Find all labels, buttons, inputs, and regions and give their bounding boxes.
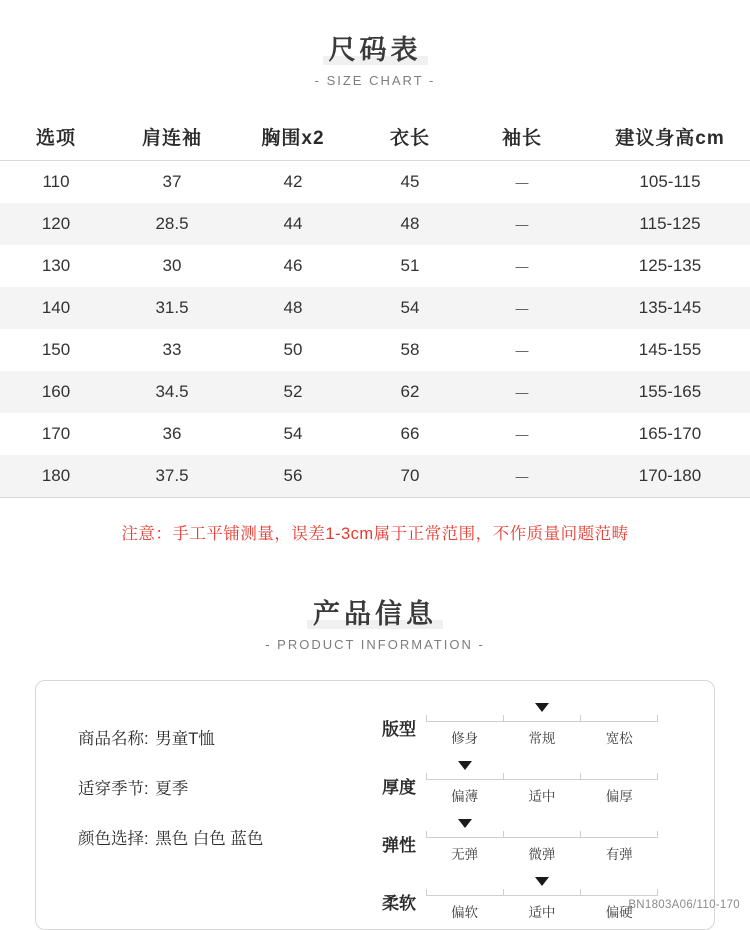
scale-tick bbox=[426, 889, 427, 896]
cell-length: 45 bbox=[400, 172, 420, 191]
cell-height: 105-115 bbox=[639, 172, 701, 191]
cell-length: 51 bbox=[400, 256, 420, 275]
cell-sleeve-length: － bbox=[513, 174, 531, 194]
attribute-softness-label: 柔软 bbox=[382, 894, 416, 913]
attribute-elasticity-option-0: 无弹 bbox=[451, 847, 479, 862]
scale-options bbox=[426, 843, 658, 863]
cell-chest: 44 bbox=[283, 214, 303, 233]
cell-shoulder-sleeve: 37 bbox=[162, 172, 182, 191]
marker-triangle-icon bbox=[535, 703, 549, 712]
attribute-thickness bbox=[354, 761, 714, 811]
attribute-thickness-option-1: 适中 bbox=[528, 789, 556, 804]
scale-tick bbox=[580, 773, 581, 780]
table-row bbox=[0, 245, 750, 287]
cell-chest: 46 bbox=[283, 256, 303, 275]
cell-length: 66 bbox=[400, 424, 420, 443]
attribute-thickness-option-2: 偏厚 bbox=[605, 789, 633, 804]
scale-tick bbox=[657, 715, 658, 722]
cell-sleeve-length: － bbox=[513, 384, 531, 404]
cell-height: 165-170 bbox=[638, 424, 702, 443]
cell-height: 135-145 bbox=[638, 298, 702, 317]
attribute-elasticity bbox=[354, 819, 714, 869]
cell-length: 48 bbox=[400, 214, 420, 233]
column-header-chest: 胸围x2 bbox=[261, 127, 325, 149]
scale-options bbox=[426, 785, 658, 805]
cell-shoulder-sleeve: 36 bbox=[162, 424, 182, 443]
scale-tick bbox=[426, 715, 427, 722]
cell-height: 125-135 bbox=[638, 256, 702, 275]
cell-size: 120 bbox=[41, 214, 71, 233]
cell-sleeve-length: － bbox=[513, 300, 531, 320]
attribute-softness-option-2: 偏硬 bbox=[605, 905, 633, 920]
cell-height: 115-125 bbox=[639, 214, 701, 233]
size-chart-heading bbox=[0, 0, 750, 88]
scale-tick bbox=[580, 715, 581, 722]
table-row bbox=[0, 371, 750, 413]
cell-length: 54 bbox=[400, 298, 420, 317]
field-season bbox=[78, 775, 354, 799]
cell-size: 150 bbox=[41, 340, 71, 359]
column-header-length: 衣长 bbox=[389, 127, 430, 149]
scale-options bbox=[426, 727, 658, 747]
attribute-elasticity-option-1: 微弹 bbox=[528, 847, 556, 862]
scale-tick bbox=[426, 831, 427, 838]
cell-shoulder-sleeve: 31.5 bbox=[155, 298, 189, 317]
scale-tick bbox=[503, 773, 504, 780]
cell-chest: 56 bbox=[283, 466, 303, 485]
attribute-elasticity-label: 弹性 bbox=[382, 836, 416, 855]
marker-triangle-icon bbox=[458, 761, 472, 770]
attribute-thickness-option-0: 偏薄 bbox=[451, 789, 479, 804]
cell-size: 130 bbox=[41, 256, 71, 275]
cell-shoulder-sleeve: 28.5 bbox=[155, 214, 189, 233]
attribute-fit-option-0: 修身 bbox=[451, 731, 479, 746]
cell-chest: 50 bbox=[283, 340, 303, 359]
cell-size: 170 bbox=[41, 424, 71, 443]
size-chart-table bbox=[0, 112, 750, 498]
field-product-name-label: 商品名称: bbox=[78, 730, 149, 748]
cell-chest: 54 bbox=[283, 424, 303, 443]
scale-line bbox=[426, 779, 658, 780]
product-info-heading bbox=[0, 592, 750, 652]
cell-shoulder-sleeve: 34.5 bbox=[155, 382, 189, 401]
attribute-softness-option-0: 偏软 bbox=[451, 905, 479, 920]
cell-chest: 48 bbox=[283, 298, 303, 317]
field-colors-label: 颜色选择: bbox=[78, 830, 149, 848]
product-info-title-cn: 产品信息 bbox=[307, 592, 443, 631]
attribute-fit-option-1: 常规 bbox=[528, 731, 556, 746]
measurement-note: 注意：手工平铺测量，误差1-3cm属于正常范围，不作质量问题范畴 bbox=[121, 525, 629, 543]
product-fields bbox=[36, 681, 354, 929]
field-season-value: 夏季 bbox=[155, 780, 189, 798]
column-header-sleeve-length: 袖长 bbox=[501, 127, 542, 149]
cell-sleeve-length: － bbox=[513, 468, 531, 488]
cell-sleeve-length: － bbox=[513, 342, 531, 362]
scale-options bbox=[426, 901, 658, 921]
column-header-option: 选项 bbox=[35, 127, 76, 149]
attribute-thickness-label: 厚度 bbox=[382, 778, 416, 797]
attribute-fit-option-2: 宽松 bbox=[605, 731, 633, 746]
cell-height: 145-155 bbox=[638, 340, 702, 359]
table-row bbox=[0, 413, 750, 455]
column-header-height: 建议身高cm bbox=[615, 127, 725, 149]
cell-size: 180 bbox=[41, 466, 71, 485]
cell-length: 62 bbox=[400, 382, 420, 401]
cell-shoulder-sleeve: 30 bbox=[162, 256, 182, 275]
table-header bbox=[0, 112, 750, 161]
size-chart-title-cn: 尺码表 bbox=[323, 28, 428, 67]
cell-sleeve-length: － bbox=[513, 426, 531, 446]
table-row bbox=[0, 329, 750, 371]
cell-length: 70 bbox=[400, 466, 420, 485]
marker-triangle-icon bbox=[535, 877, 549, 886]
field-colors bbox=[78, 825, 354, 849]
cell-shoulder-sleeve: 37.5 bbox=[155, 466, 189, 485]
attribute-fit bbox=[354, 703, 714, 753]
cell-sleeve-length: － bbox=[513, 258, 531, 278]
table-row bbox=[0, 203, 750, 245]
scale-tick bbox=[426, 773, 427, 780]
scale-tick bbox=[580, 831, 581, 838]
column-header-shoulder-sleeve: 肩连袖 bbox=[141, 127, 202, 149]
product-attributes bbox=[354, 681, 714, 929]
field-product-name bbox=[78, 725, 354, 749]
cell-chest: 42 bbox=[283, 172, 303, 191]
attribute-softness-option-1: 适中 bbox=[528, 905, 556, 920]
product-info-card bbox=[35, 680, 715, 930]
scale-tick bbox=[580, 889, 581, 896]
field-product-name-value: 男童T恤 bbox=[155, 730, 215, 748]
attribute-elasticity-option-2: 有弹 bbox=[605, 847, 633, 862]
scale-tick bbox=[657, 831, 658, 838]
cell-height: 170-180 bbox=[638, 466, 702, 485]
cell-chest: 52 bbox=[283, 382, 303, 401]
marker-triangle-icon bbox=[458, 819, 472, 828]
scale-tick bbox=[503, 889, 504, 896]
size-chart-title-en: - SIZE CHART - bbox=[314, 73, 436, 88]
cell-size: 160 bbox=[41, 382, 71, 401]
cell-size: 140 bbox=[41, 298, 71, 317]
table-header-row bbox=[0, 112, 750, 161]
cell-sleeve-length: － bbox=[513, 216, 531, 236]
field-colors-value: 黑色 白色 蓝色 bbox=[155, 830, 264, 848]
cell-height: 155-165 bbox=[638, 382, 702, 401]
attribute-fit-label: 版型 bbox=[382, 720, 416, 739]
table-row bbox=[0, 455, 750, 498]
field-season-label: 适穿季节: bbox=[78, 780, 149, 798]
scale-line bbox=[426, 837, 658, 838]
scale-tick bbox=[503, 715, 504, 722]
scale-tick bbox=[657, 773, 658, 780]
cell-size: 110 bbox=[42, 172, 70, 191]
sku-code: BN1803A06/110-170 bbox=[628, 899, 740, 911]
table-row bbox=[0, 161, 750, 204]
cell-length: 58 bbox=[400, 340, 420, 359]
table-body bbox=[0, 161, 750, 498]
scale-tick bbox=[503, 831, 504, 838]
scale-line bbox=[426, 895, 658, 896]
product-info-title-en: - PRODUCT INFORMATION - bbox=[265, 637, 485, 652]
scale-line bbox=[426, 721, 658, 722]
scale-tick bbox=[657, 889, 658, 896]
cell-shoulder-sleeve: 33 bbox=[162, 340, 182, 359]
table-row bbox=[0, 287, 750, 329]
